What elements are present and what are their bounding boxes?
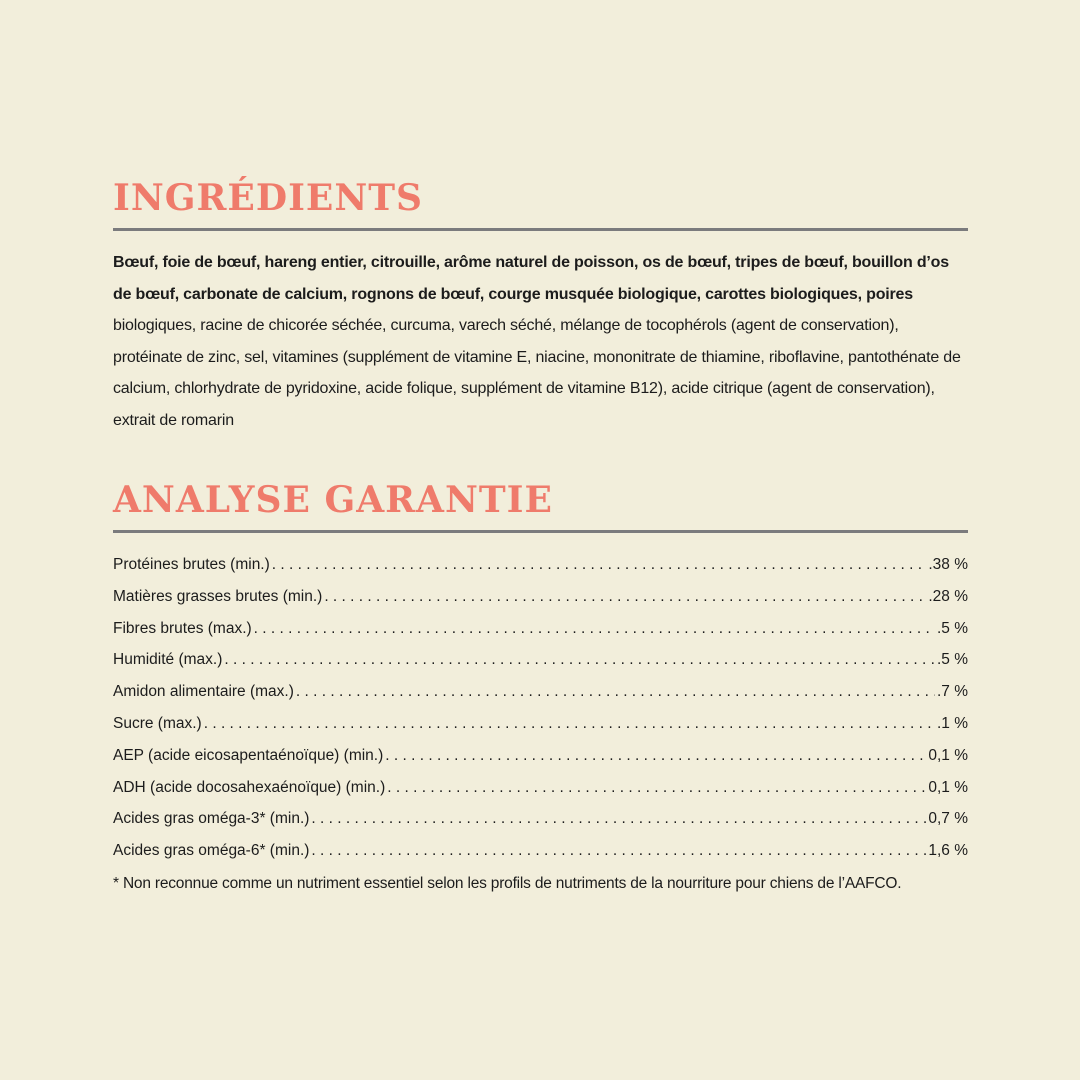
analysis-list [113,549,968,867]
nutrition-panel [113,176,968,899]
analysis-row [113,549,968,581]
analysis-row [113,772,968,804]
analysis-row [113,708,968,740]
analysis-row-label: Matières grasses brutes (min.) [113,587,323,605]
analysis-row-label: Acides gras oméga-3* (min.) [113,810,310,828]
analysis-row [113,803,968,835]
analysis-row-leader-dots [224,644,935,676]
ingredients-title: INGRÉDIENTS [113,177,424,219]
analysis-row [113,740,968,772]
analysis-row-value: .5 % [936,619,968,637]
analysis-row-value: 0,1 % [928,778,968,796]
analysis-row-leader-dots [311,803,926,835]
analysis-row-leader-dots [272,549,927,581]
analysis-footnote: * Non reconnue comme un nutriment essentiel selon les profils de nutriments de la nourriture pour chiens de l’AAFCO. [113,874,902,892]
analysis-row-leader-dots [296,676,935,708]
analysis-row [113,613,968,645]
ingredients-section [113,176,968,436]
analysis-row-label: ADH (acide docosahexaénoïque) (min.) [113,778,386,796]
ingredients-divider [113,228,968,231]
analysis-row [113,835,968,867]
analysis-row [113,581,968,613]
analysis-row-label: Amidon alimentaire (max.) [113,683,294,701]
analysis-row-label: Acides gras oméga-6* (min.) [113,842,310,860]
analysis-section [113,478,968,899]
analysis-row-label: Humidité (max.) [113,651,223,669]
analysis-row-leader-dots [385,740,926,772]
analysis-row-leader-dots [324,581,926,613]
analysis-row [113,644,968,676]
analysis-row-label: Sucre (max.) [113,714,202,732]
analysis-row-value: .5 % [936,651,968,669]
ingredients-bold-text: Bœuf, foie de bœuf, hareng entier, citrouille, arôme naturel de poisson, os de bœuf, tripes de bœuf, bouillon d’os de bœuf, carbonate de calcium, rognons de bœuf, courge musquée biologique, carottes biologiques, poires [113,254,949,303]
ingredients-regular-text: biologiques, racine de chicorée séchée, curcuma, varech séché, mélange de tocophérols (agent de conservation), protéinate de zinc, sel, vitamines (supplément de vitamine E, niacine, mononitrate de thiamine, riboflavine, pantothénate de calcium, chlorhydrate de pyridoxine, acide folique, supplément de vitamine B12), acide citrique (agent de conservation), extrait de romarin [113,317,961,429]
analysis-row-leader-dots [204,708,935,740]
analysis-row [113,676,968,708]
analysis-row-value: 1,6 % [928,842,968,860]
analysis-row-leader-dots [387,772,926,804]
analysis-row-label: AEP (acide eicosapentaénoïque) (min.) [113,746,384,764]
ingredients-text [113,247,968,436]
analysis-row-value: .7 % [936,683,968,701]
analysis-row-value: .1 % [936,714,968,732]
analysis-row-leader-dots [311,835,926,867]
analysis-divider [113,530,968,533]
analysis-row-label: Fibres brutes (max.) [113,619,252,637]
analysis-row-value: .38 % [928,556,968,573]
analysis-row-label: Protéines brutes (min.) [113,556,270,573]
analysis-row-value: 0,1 % [928,746,968,764]
analysis-row-value: .28 % [928,587,968,605]
analysis-row-leader-dots [254,613,935,645]
analysis-title: ANALYSE GARANTIE [113,479,553,521]
analysis-row-value: 0,7 % [928,810,968,828]
